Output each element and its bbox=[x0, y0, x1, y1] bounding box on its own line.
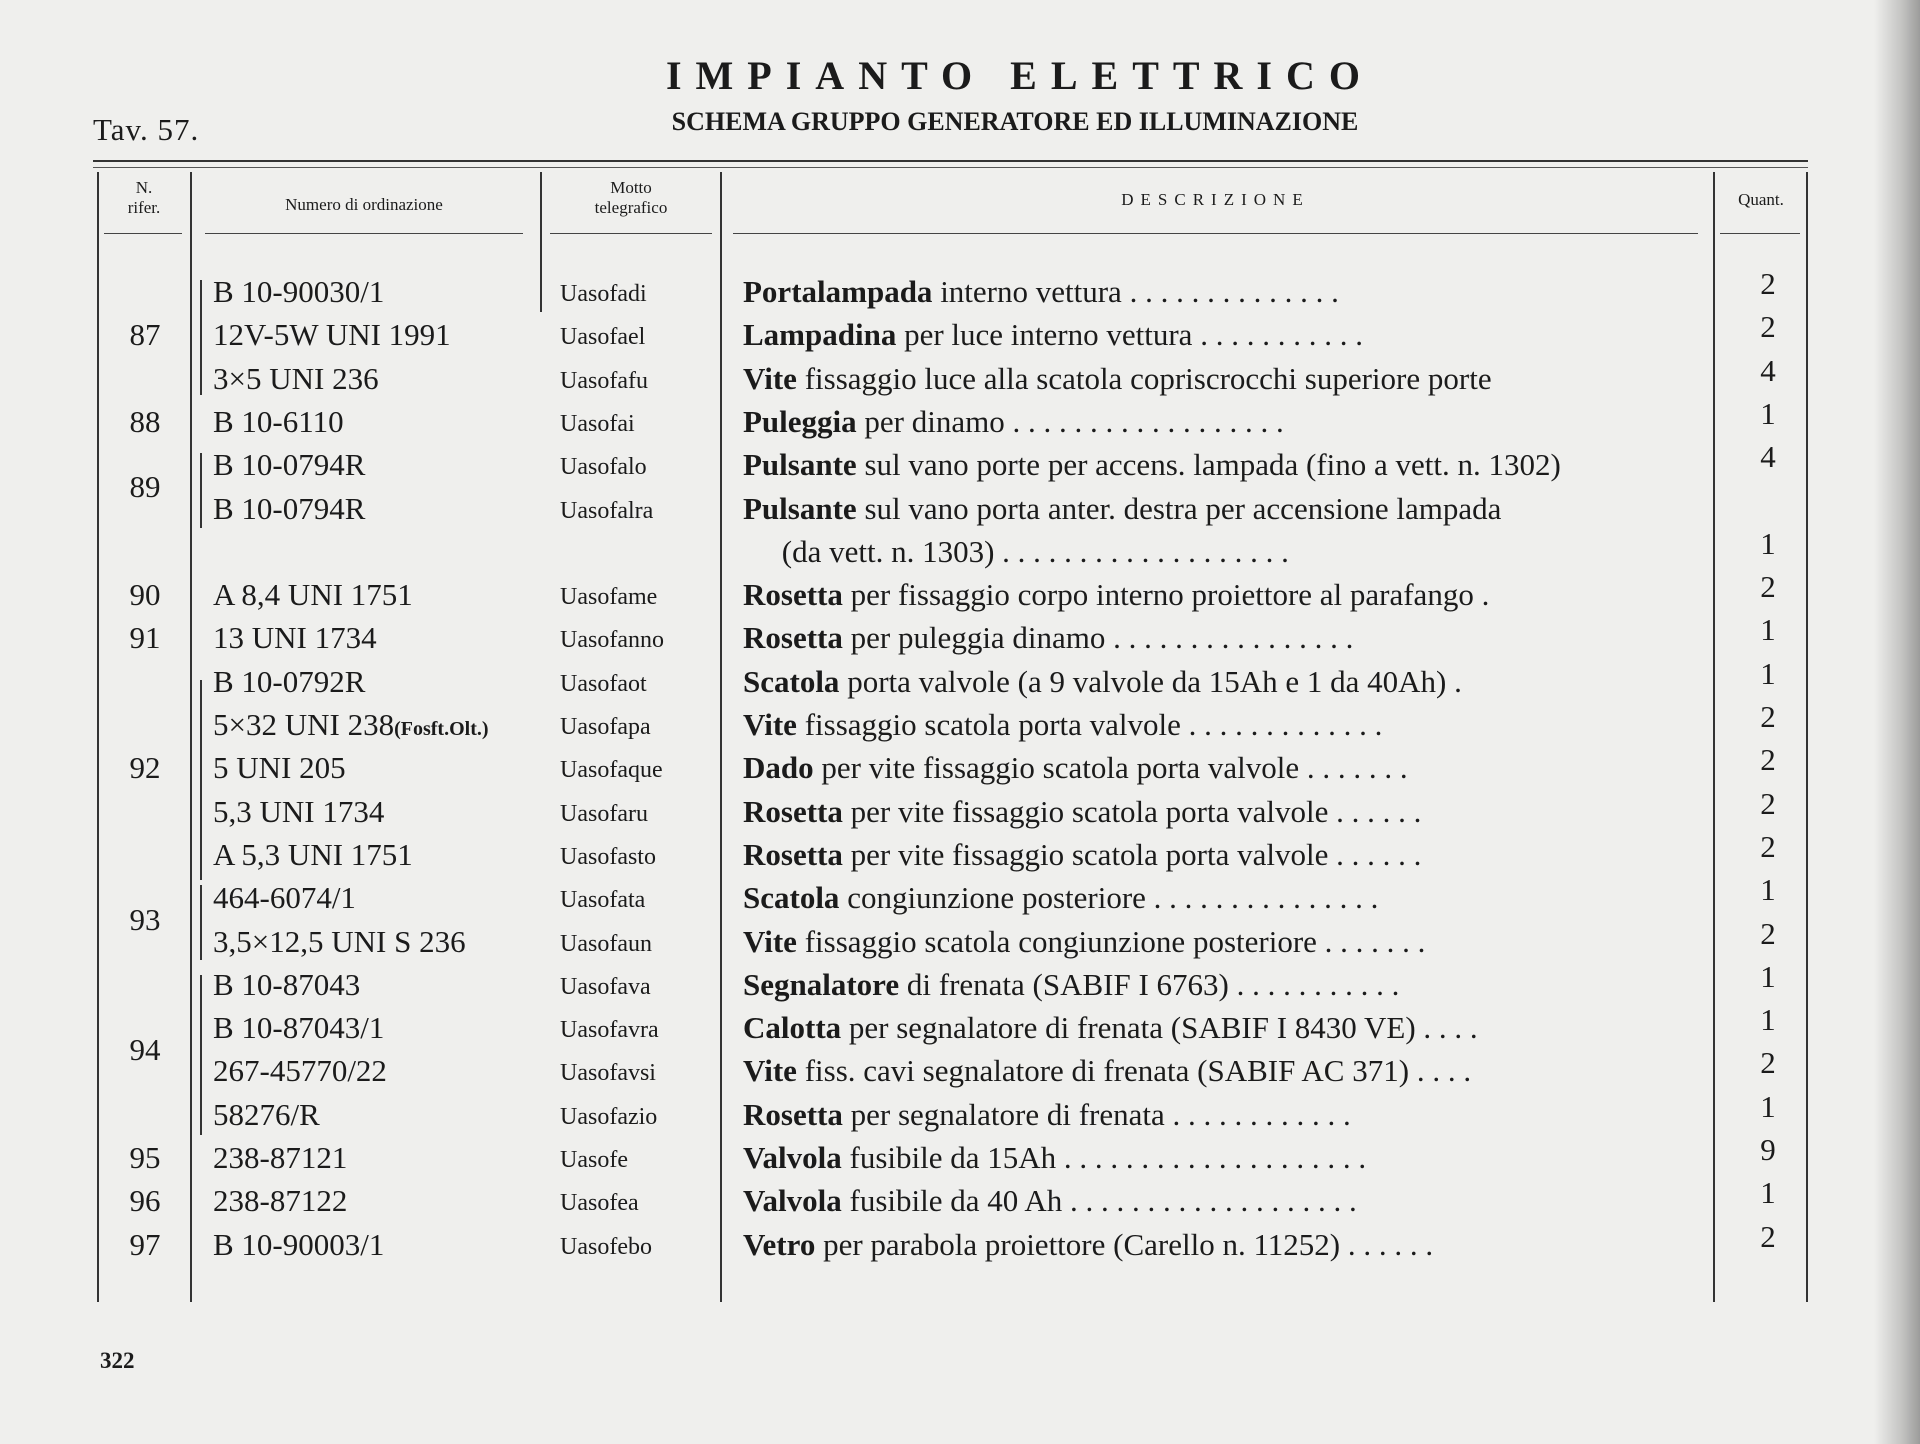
reference-number: 96 bbox=[129, 1183, 161, 1219]
description-part-name: Rosetta bbox=[743, 836, 843, 872]
telegraphic-code: Uasofapa bbox=[560, 714, 651, 740]
description-part-name: Pulsante bbox=[743, 447, 857, 483]
telegraphic-code: Uasofalo bbox=[560, 454, 647, 481]
order-number-text: A 8,4 UNI 1751 bbox=[213, 577, 413, 613]
page-number: 322 bbox=[100, 1348, 135, 1373]
order-number-text: 238-87121 bbox=[213, 1140, 348, 1175]
order-number-text: 5,3 UNI 1734 bbox=[213, 793, 385, 829]
top-rule bbox=[93, 160, 1808, 162]
quantity: 9 bbox=[1760, 1132, 1776, 1167]
order-number-text: 5 UNI 205 bbox=[213, 750, 346, 786]
description-leader-dots: . bbox=[1473, 577, 1490, 613]
quantity: 1 bbox=[1760, 395, 1776, 431]
telegraphic-code: Uasofadi bbox=[560, 281, 647, 307]
telegraphic-code: Uasofanno bbox=[560, 627, 664, 654]
order-number bbox=[213, 878, 356, 918]
description-text: sul vano porte per accens. lampada (fino a vett. n. 1302) bbox=[856, 447, 1561, 483]
order-number bbox=[213, 705, 489, 749]
description-part-name: Vite bbox=[743, 1053, 797, 1089]
description-leader-dots: . . . . . . . . . . . . . . . bbox=[1145, 880, 1379, 916]
description-part-name: Vite bbox=[743, 923, 797, 959]
header-underline bbox=[205, 233, 523, 234]
description bbox=[743, 1138, 1693, 1178]
reference-number: 95 bbox=[129, 1140, 161, 1175]
order-number bbox=[213, 489, 365, 529]
telegraphic-code: Uasofata bbox=[560, 887, 646, 914]
group-brace bbox=[200, 975, 212, 1135]
reference-number: 89 bbox=[129, 468, 161, 504]
order-number-text: B 10-87043 bbox=[213, 966, 361, 1002]
column-divider bbox=[190, 172, 192, 1302]
order-number-text: 58276/R bbox=[213, 1096, 320, 1132]
order-number-text: B 10-90003/1 bbox=[213, 1226, 385, 1262]
group-brace bbox=[200, 280, 212, 395]
quantity: 2 bbox=[1760, 266, 1776, 301]
telegraphic-code: Uasofazio bbox=[560, 1103, 658, 1130]
order-number bbox=[213, 359, 379, 399]
header-underline bbox=[550, 233, 712, 234]
order-number bbox=[213, 922, 466, 962]
column-divider bbox=[720, 172, 722, 1302]
description bbox=[743, 1051, 1693, 1091]
telegraphic-code: Uasofasto bbox=[560, 843, 656, 870]
order-number-text: 3,5×12,5 UNI S 236 bbox=[213, 923, 466, 959]
order-number-note: (Fosft.Olt.) bbox=[394, 718, 489, 740]
description bbox=[743, 575, 1693, 615]
order-number-text: 238-87122 bbox=[213, 1183, 348, 1219]
header-nrif bbox=[100, 178, 188, 218]
order-number bbox=[213, 1181, 347, 1221]
reference-number: 87 bbox=[129, 317, 161, 353]
description-leader-dots: . . . . . . . . . . . . . bbox=[1180, 707, 1383, 742]
reference-number: 93 bbox=[129, 901, 161, 937]
telegraphic-code: Uasofafu bbox=[560, 367, 648, 394]
description-text: (da vett. n. 1303) bbox=[743, 533, 995, 569]
telegraphic-code: Uasofaot bbox=[560, 670, 647, 697]
description-text: per vite fissaggio scatola porta valvole bbox=[813, 750, 1300, 786]
order-number bbox=[213, 272, 384, 312]
quantity: 1 bbox=[1760, 525, 1776, 561]
description-part-name: Dado bbox=[743, 750, 814, 786]
order-number-text: B 10-90030/1 bbox=[213, 274, 385, 309]
page-edge-shadow bbox=[1874, 0, 1920, 1444]
description-text: fissaggio scatola congiunzione posteriore bbox=[796, 923, 1317, 959]
quantity: 1 bbox=[1760, 655, 1776, 691]
table-number: Tav. 57. bbox=[93, 112, 200, 147]
telegraphic-code: Uasofalra bbox=[560, 497, 654, 524]
header-underline bbox=[733, 233, 1698, 234]
description-leader-dots: . . . . . . . . . . . . bbox=[1164, 1096, 1351, 1132]
quantity: 2 bbox=[1760, 785, 1776, 821]
quantity: 4 bbox=[1760, 439, 1776, 475]
telegraphic-code: Uasofame bbox=[560, 584, 658, 611]
order-number-text: 464-6074/1 bbox=[213, 880, 356, 916]
description bbox=[743, 748, 1693, 788]
telegraphic-code: Uasofe bbox=[560, 1147, 628, 1173]
description bbox=[743, 315, 1693, 355]
order-number bbox=[213, 662, 365, 702]
description-leader-dots: . . . . . . . bbox=[1299, 750, 1408, 786]
description-part-name: Valvola bbox=[743, 1183, 842, 1219]
description-leader-dots: . . . . . . . bbox=[1316, 923, 1426, 959]
order-number-text: 5×32 UNI 238 bbox=[213, 707, 395, 742]
description bbox=[743, 965, 1693, 1005]
column-divider bbox=[540, 172, 542, 312]
description-text: fusibile da 40 Ah bbox=[841, 1183, 1063, 1219]
description-text: per puleggia dinamo bbox=[842, 620, 1106, 656]
description-leader-dots: . . . . . . . . . . . bbox=[1228, 966, 1400, 1002]
top-rule-thin bbox=[93, 167, 1808, 168]
order-number bbox=[213, 835, 413, 875]
telegraphic-code: Uasofavra bbox=[560, 1017, 659, 1044]
quantity: 2 bbox=[1760, 309, 1776, 345]
description bbox=[743, 662, 1693, 702]
order-number bbox=[213, 618, 377, 658]
description bbox=[743, 1181, 1693, 1221]
order-number bbox=[213, 315, 451, 355]
description-leader-dots: . . . . . . . . . . . . . . . . bbox=[1105, 620, 1354, 656]
description-part-name: Scatola bbox=[743, 663, 840, 699]
page-title: IMPIANTO ELETTRICO bbox=[665, 53, 1374, 98]
order-number bbox=[213, 965, 360, 1005]
description bbox=[743, 532, 1693, 572]
quantity: 2 bbox=[1760, 569, 1776, 605]
description-leader-dots: . . . . . . . . . . . . . . . . . . bbox=[1004, 403, 1284, 439]
description bbox=[743, 792, 1693, 832]
header-nrif-line2: rifer. bbox=[127, 198, 161, 217]
order-number-text: B 10-0794R bbox=[213, 447, 366, 483]
quantity: 2 bbox=[1760, 915, 1776, 951]
telegraphic-code: Uasofai bbox=[560, 410, 635, 437]
description-part-name: Lampadina bbox=[743, 317, 897, 353]
description bbox=[743, 1225, 1693, 1265]
description-part-name: Portalampada bbox=[743, 274, 933, 309]
description-leader-dots: . . . . . . bbox=[1340, 1226, 1434, 1262]
page-title-block bbox=[0, 52, 1920, 137]
reference-number: 94 bbox=[129, 1031, 161, 1067]
telegraphic-code: Uasofaru bbox=[560, 800, 648, 827]
description-text: fiss. cavi segnalatore di frenata (SABIF AC 371) bbox=[796, 1053, 1410, 1089]
description-part-name: Pulsante bbox=[743, 490, 857, 526]
description-text: fissaggio luce alla scatola copriscrocchi superiore porte bbox=[796, 360, 1492, 396]
description bbox=[743, 922, 1693, 962]
quantity: 1 bbox=[1760, 1088, 1776, 1124]
order-number-text: 267-45770/22 bbox=[213, 1053, 387, 1089]
description-part-name: Puleggia bbox=[743, 403, 857, 439]
header-motto bbox=[548, 178, 714, 218]
description-leader-dots: . . . . bbox=[1415, 1010, 1478, 1046]
description bbox=[743, 489, 1693, 529]
description-part-name: Scatola bbox=[743, 880, 840, 916]
quantity: 1 bbox=[1760, 958, 1776, 994]
description-text: sul vano porta anter. destra per accensione lampada bbox=[856, 490, 1502, 526]
order-number bbox=[213, 1225, 384, 1265]
description bbox=[743, 272, 1693, 312]
description-text: fusibile da 15Ah bbox=[841, 1140, 1057, 1175]
description-text: per parabola proiettore (Carello n. 11252) bbox=[815, 1226, 1341, 1262]
order-number-text: 13 UNI 1734 bbox=[213, 620, 377, 656]
quantity: 2 bbox=[1760, 1218, 1776, 1254]
header-motto-line1: Motto bbox=[610, 178, 652, 197]
description-text: per segnalatore di frenata bbox=[842, 1096, 1165, 1132]
order-number bbox=[213, 402, 344, 442]
order-number-text: B 10-6110 bbox=[213, 403, 344, 439]
description-part-name: Rosetta bbox=[743, 1096, 843, 1132]
description-text: porta valvole (a 9 valvole da 15Ah e 1 da 40Ah) bbox=[839, 663, 1447, 699]
description-leader-dots: . . . . . . bbox=[1328, 793, 1422, 829]
description-leader-dots: . bbox=[1446, 663, 1462, 699]
header-motto-line2: telegrafico bbox=[594, 198, 668, 217]
quantity: 1 bbox=[1760, 872, 1776, 908]
quantity: 1 bbox=[1760, 1002, 1776, 1038]
description-leader-dots: . . . . . . . . . . . . . . . . . . . bbox=[994, 533, 1289, 569]
quantity: 1 bbox=[1760, 612, 1776, 648]
quantity: 4 bbox=[1760, 352, 1776, 388]
description-text: per vite fissaggio scatola porta valvole bbox=[842, 793, 1329, 829]
quantity: 2 bbox=[1760, 699, 1776, 734]
description bbox=[743, 705, 1693, 745]
description-text: interno vettura bbox=[932, 274, 1122, 309]
header-descrizione: DESCRIZIONE bbox=[1121, 190, 1310, 209]
description bbox=[743, 1008, 1693, 1048]
description-part-name: Rosetta bbox=[743, 793, 843, 829]
column-divider bbox=[1713, 172, 1715, 1302]
description-part-name: Rosetta bbox=[743, 620, 843, 656]
description bbox=[743, 445, 1693, 485]
order-number bbox=[213, 575, 413, 615]
description bbox=[743, 359, 1693, 399]
group-brace bbox=[200, 885, 212, 960]
column-divider bbox=[1806, 172, 1808, 1302]
order-number bbox=[213, 792, 384, 832]
description-part-name: Calotta bbox=[743, 1010, 842, 1046]
description-text: congiunzione posteriore bbox=[839, 880, 1146, 916]
reference-number: 91 bbox=[129, 620, 161, 656]
telegraphic-code: Uasofael bbox=[560, 324, 646, 351]
description-part-name: Valvola bbox=[743, 1140, 842, 1175]
description-leader-dots: . . . . . . . . . . . . . . . . . . . . bbox=[1056, 1140, 1367, 1175]
quantity: 2 bbox=[1760, 742, 1776, 778]
telegraphic-code: Uasofea bbox=[560, 1190, 639, 1217]
description bbox=[743, 1095, 1693, 1135]
description-text: per luce interno vettura bbox=[896, 317, 1193, 353]
header-underline bbox=[1720, 233, 1800, 234]
order-number bbox=[213, 1051, 387, 1091]
order-number-text: 12V-5W UNI 1991 bbox=[213, 317, 451, 353]
header-nrif-line1: N. bbox=[135, 178, 153, 197]
description-leader-dots: . . . . . . bbox=[1328, 836, 1422, 872]
reference-number: 90 bbox=[129, 577, 161, 613]
description-text: per fissaggio corpo interno proiettore al parafango bbox=[842, 577, 1474, 613]
description-part-name: Vetro bbox=[743, 1226, 816, 1262]
telegraphic-code: Uasofaun bbox=[560, 930, 652, 957]
column-divider bbox=[97, 172, 99, 1302]
order-number bbox=[213, 1008, 384, 1048]
description bbox=[743, 618, 1693, 658]
quantity: 2 bbox=[1760, 1045, 1776, 1081]
description-leader-dots: . . . . . . . . . . . bbox=[1192, 317, 1363, 353]
description-leader-dots: . . . . . . . . . . . . . . . . . . . bbox=[1062, 1183, 1357, 1219]
description bbox=[743, 835, 1693, 875]
order-number bbox=[213, 445, 365, 485]
order-number-text: B 10-87043/1 bbox=[213, 1010, 385, 1046]
order-number-text: A 5,3 UNI 1751 bbox=[213, 836, 413, 872]
description-text: per segnalatore di frenata (SABIF I 8430 VE) bbox=[841, 1010, 1416, 1046]
description-text: per vite fissaggio scatola porta valvole bbox=[842, 836, 1329, 872]
group-brace bbox=[200, 680, 212, 880]
description-part-name: Vite bbox=[743, 707, 797, 742]
order-number-text: B 10-0794R bbox=[213, 490, 366, 526]
page-subtitle: SCHEMA GRUPPO GENERATORE ED ILLUMINAZIONE bbox=[671, 107, 1359, 136]
telegraphic-code: Uasofebo bbox=[560, 1233, 652, 1260]
group-brace bbox=[200, 453, 212, 528]
description bbox=[743, 402, 1693, 442]
quantity: 2 bbox=[1760, 828, 1776, 864]
order-number bbox=[213, 1095, 320, 1135]
reference-number: 92 bbox=[129, 750, 161, 786]
description-text: fissaggio scatola porta valvole bbox=[796, 707, 1181, 742]
telegraphic-code: Uasofavsi bbox=[560, 1060, 656, 1087]
header-quant: Quant. bbox=[1738, 190, 1784, 209]
description-leader-dots: . . . . . . . . . . . . . . bbox=[1121, 274, 1339, 309]
header-underline bbox=[104, 233, 182, 234]
telegraphic-code: Uasofava bbox=[560, 973, 651, 1000]
order-number bbox=[213, 748, 346, 788]
order-number-text: 3×5 UNI 236 bbox=[213, 360, 379, 396]
quantity: 1 bbox=[1760, 1175, 1776, 1211]
reference-number: 97 bbox=[129, 1226, 161, 1262]
description bbox=[743, 878, 1693, 918]
description-part-name: Segnalatore bbox=[743, 966, 900, 1002]
order-number-text: B 10-0792R bbox=[213, 663, 366, 699]
description-leader-dots: . . . . bbox=[1409, 1053, 1472, 1089]
reference-number: 88 bbox=[129, 403, 161, 439]
description-part-name: Vite bbox=[743, 360, 797, 396]
header-ordinazione: Numero di ordinazione bbox=[285, 195, 443, 214]
telegraphic-code: Uasofaque bbox=[560, 757, 663, 784]
description-text: per dinamo bbox=[856, 403, 1005, 439]
description-text: di frenata (SABIF I 6763) bbox=[899, 966, 1229, 1002]
description-part-name: Rosetta bbox=[743, 577, 843, 613]
order-number bbox=[213, 1138, 347, 1178]
